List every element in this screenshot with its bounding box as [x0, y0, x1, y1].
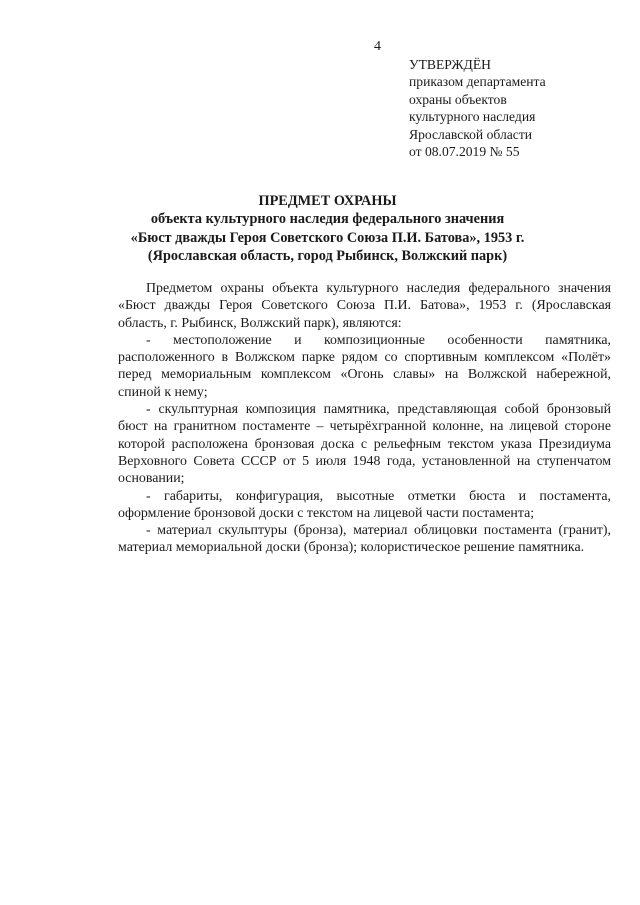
- list-item: - материал скульптуры (бронза), материал облицовки постамента (гранит), материал мемориальной доски (бронза); колористическое решение памятника.: [118, 523, 611, 556]
- title-line: (Ярославская область, город Рыбинск, Волжский парк): [147, 247, 508, 264]
- approval-line: от 08.07.2019 № 55: [409, 144, 520, 160]
- document-body: [118, 280, 611, 557]
- title-heading: ПРЕДМЕТ ОХРАНЫ: [258, 193, 397, 209]
- document-title: [90, 192, 565, 265]
- approval-line: охраны объектов: [409, 91, 507, 107]
- approval-line: Ярославской области: [409, 126, 533, 142]
- list-item: - габариты, конфигурация, высотные отметки бюста и постамента, оформление бронзовой доски с текстом на лицевой части постамента;: [118, 488, 611, 521]
- approval-line: культурного наследия: [409, 109, 536, 125]
- approval-block: [409, 56, 624, 160]
- title-line: «Бюст дважды Героя Советского Союза П.И. Батова», 1953 г.: [130, 229, 525, 246]
- title-line: объекта культурного наследия федерального значения: [150, 211, 505, 228]
- list-item: - местоположение и композиционные особенности памятника, расположенного в Волжском парке рядом со спортивным комплексом «Полёт» перед мемориальным комплексом «Огонь славы» на Волжской набережной, спиной к нему;: [118, 332, 611, 400]
- page-number: 4: [374, 39, 381, 54]
- approval-line: приказом департамента: [409, 74, 546, 90]
- list-item: - скульптурная композиция памятника, представляющая собой бронзовый бюст на гранитном постаменте – четырёхгранной колонне, на лицевой стороне которой расположена бронзовая доска с рельефным текстом указа Президиума Верховного Совета СССР от 5 июля 1948 года, установленной на ступенчатом основании;: [118, 402, 611, 487]
- approval-line: УТВЕРЖДЁН: [409, 57, 491, 72]
- intro-paragraph: Предметом охраны объекта культурного наследия федерального значения «Бюст дважды Героя Советского Союза П.И. Батова», 1953 г. (Ярославская область, г. Рыбинск, Волжский парк), являются:: [118, 281, 611, 331]
